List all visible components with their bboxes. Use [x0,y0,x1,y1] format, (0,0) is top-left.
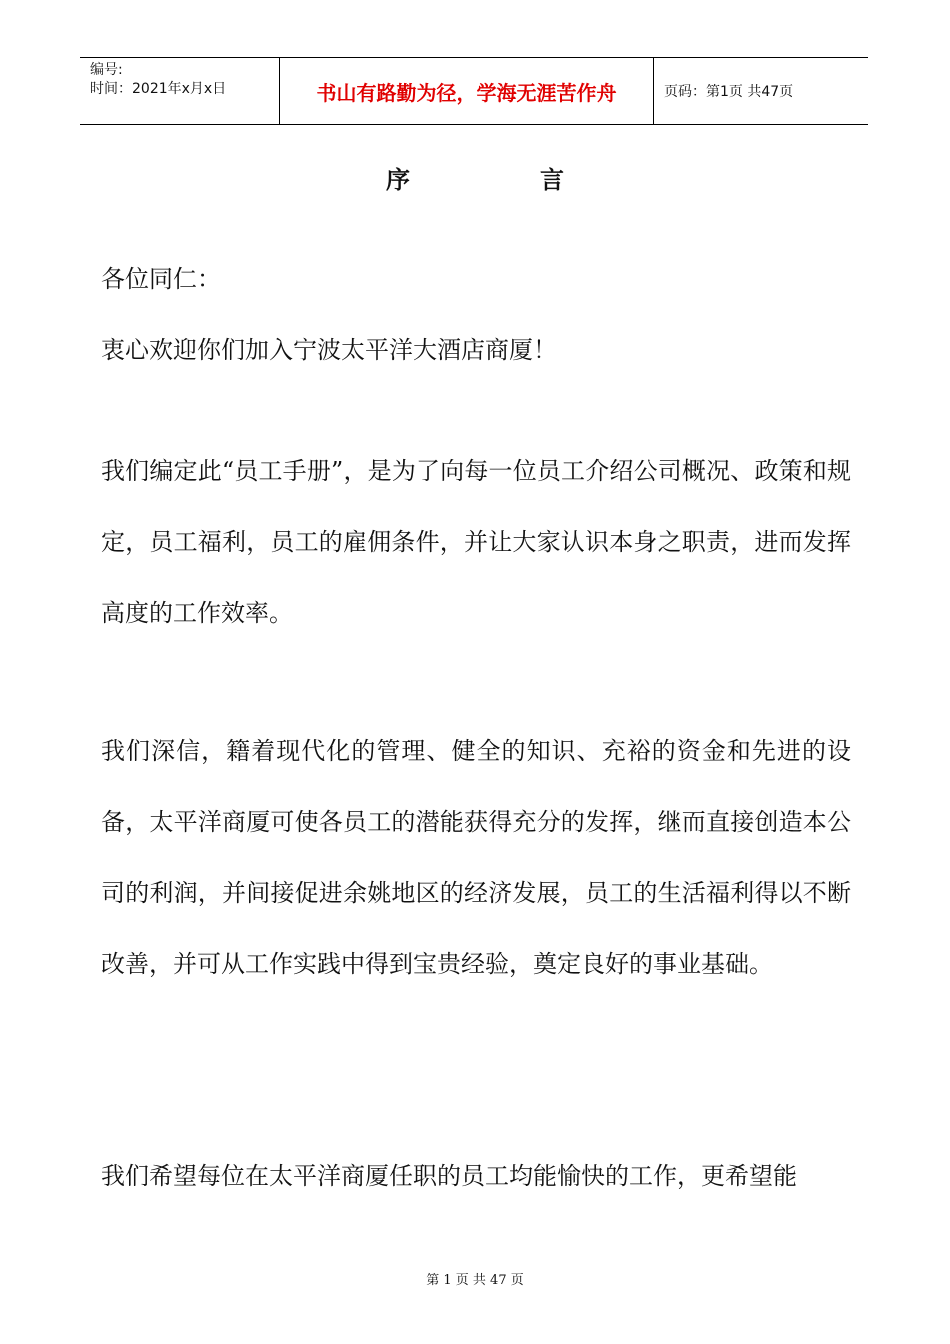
paragraph-text: 我们深信，籍着现代化的管理、健全的知识、充裕的资金和先进的设备，太平洋商厦可使各员工的潜能获得充分的发挥，继而直接创造本公司的利润，并间接促进余姚地区的经济发展，员工的生活福利得以不断改善，并可从工作实践中得到宝贵经验，奠定良好的事业基础。 [101,737,851,978]
greeting: 各位同仁： [101,265,221,293]
greeting-block [101,244,851,386]
document-time-label: 时间：2021年x月x日 [90,81,227,97]
header-motto: 书山有路勤为径，学海无涯苦作舟 [280,58,654,124]
header-page-info: 页码：第1页 共47页 [664,84,794,100]
document-number-label: 编号: [90,62,123,78]
title-char-1: 序 [386,166,410,194]
page-title [0,160,950,195]
title-char-2: 言 [540,166,564,194]
document-header [80,57,868,125]
welcome-line: 衷心欢迎你们加入宁波太平洋大酒店商厦！ [101,336,557,364]
paragraph-3 [101,1141,851,1212]
page-footer: 第 1 页 共 47 页 [426,1273,524,1288]
paragraph-text: 我们希望每位在太平洋商厦任职的员工均能愉快的工作，更希望能 [101,1162,797,1190]
paragraph-2 [101,716,851,1000]
header-meta [80,58,280,124]
paragraph-1 [101,436,851,649]
paragraph-text: 我们编定此“员工手册”，是为了向每一位员工介绍公司概况、政策和规定，员工福利，员工的雇佣条件，并让大家认识本身之职责，进而发挥高度的工作效率。 [101,457,851,627]
